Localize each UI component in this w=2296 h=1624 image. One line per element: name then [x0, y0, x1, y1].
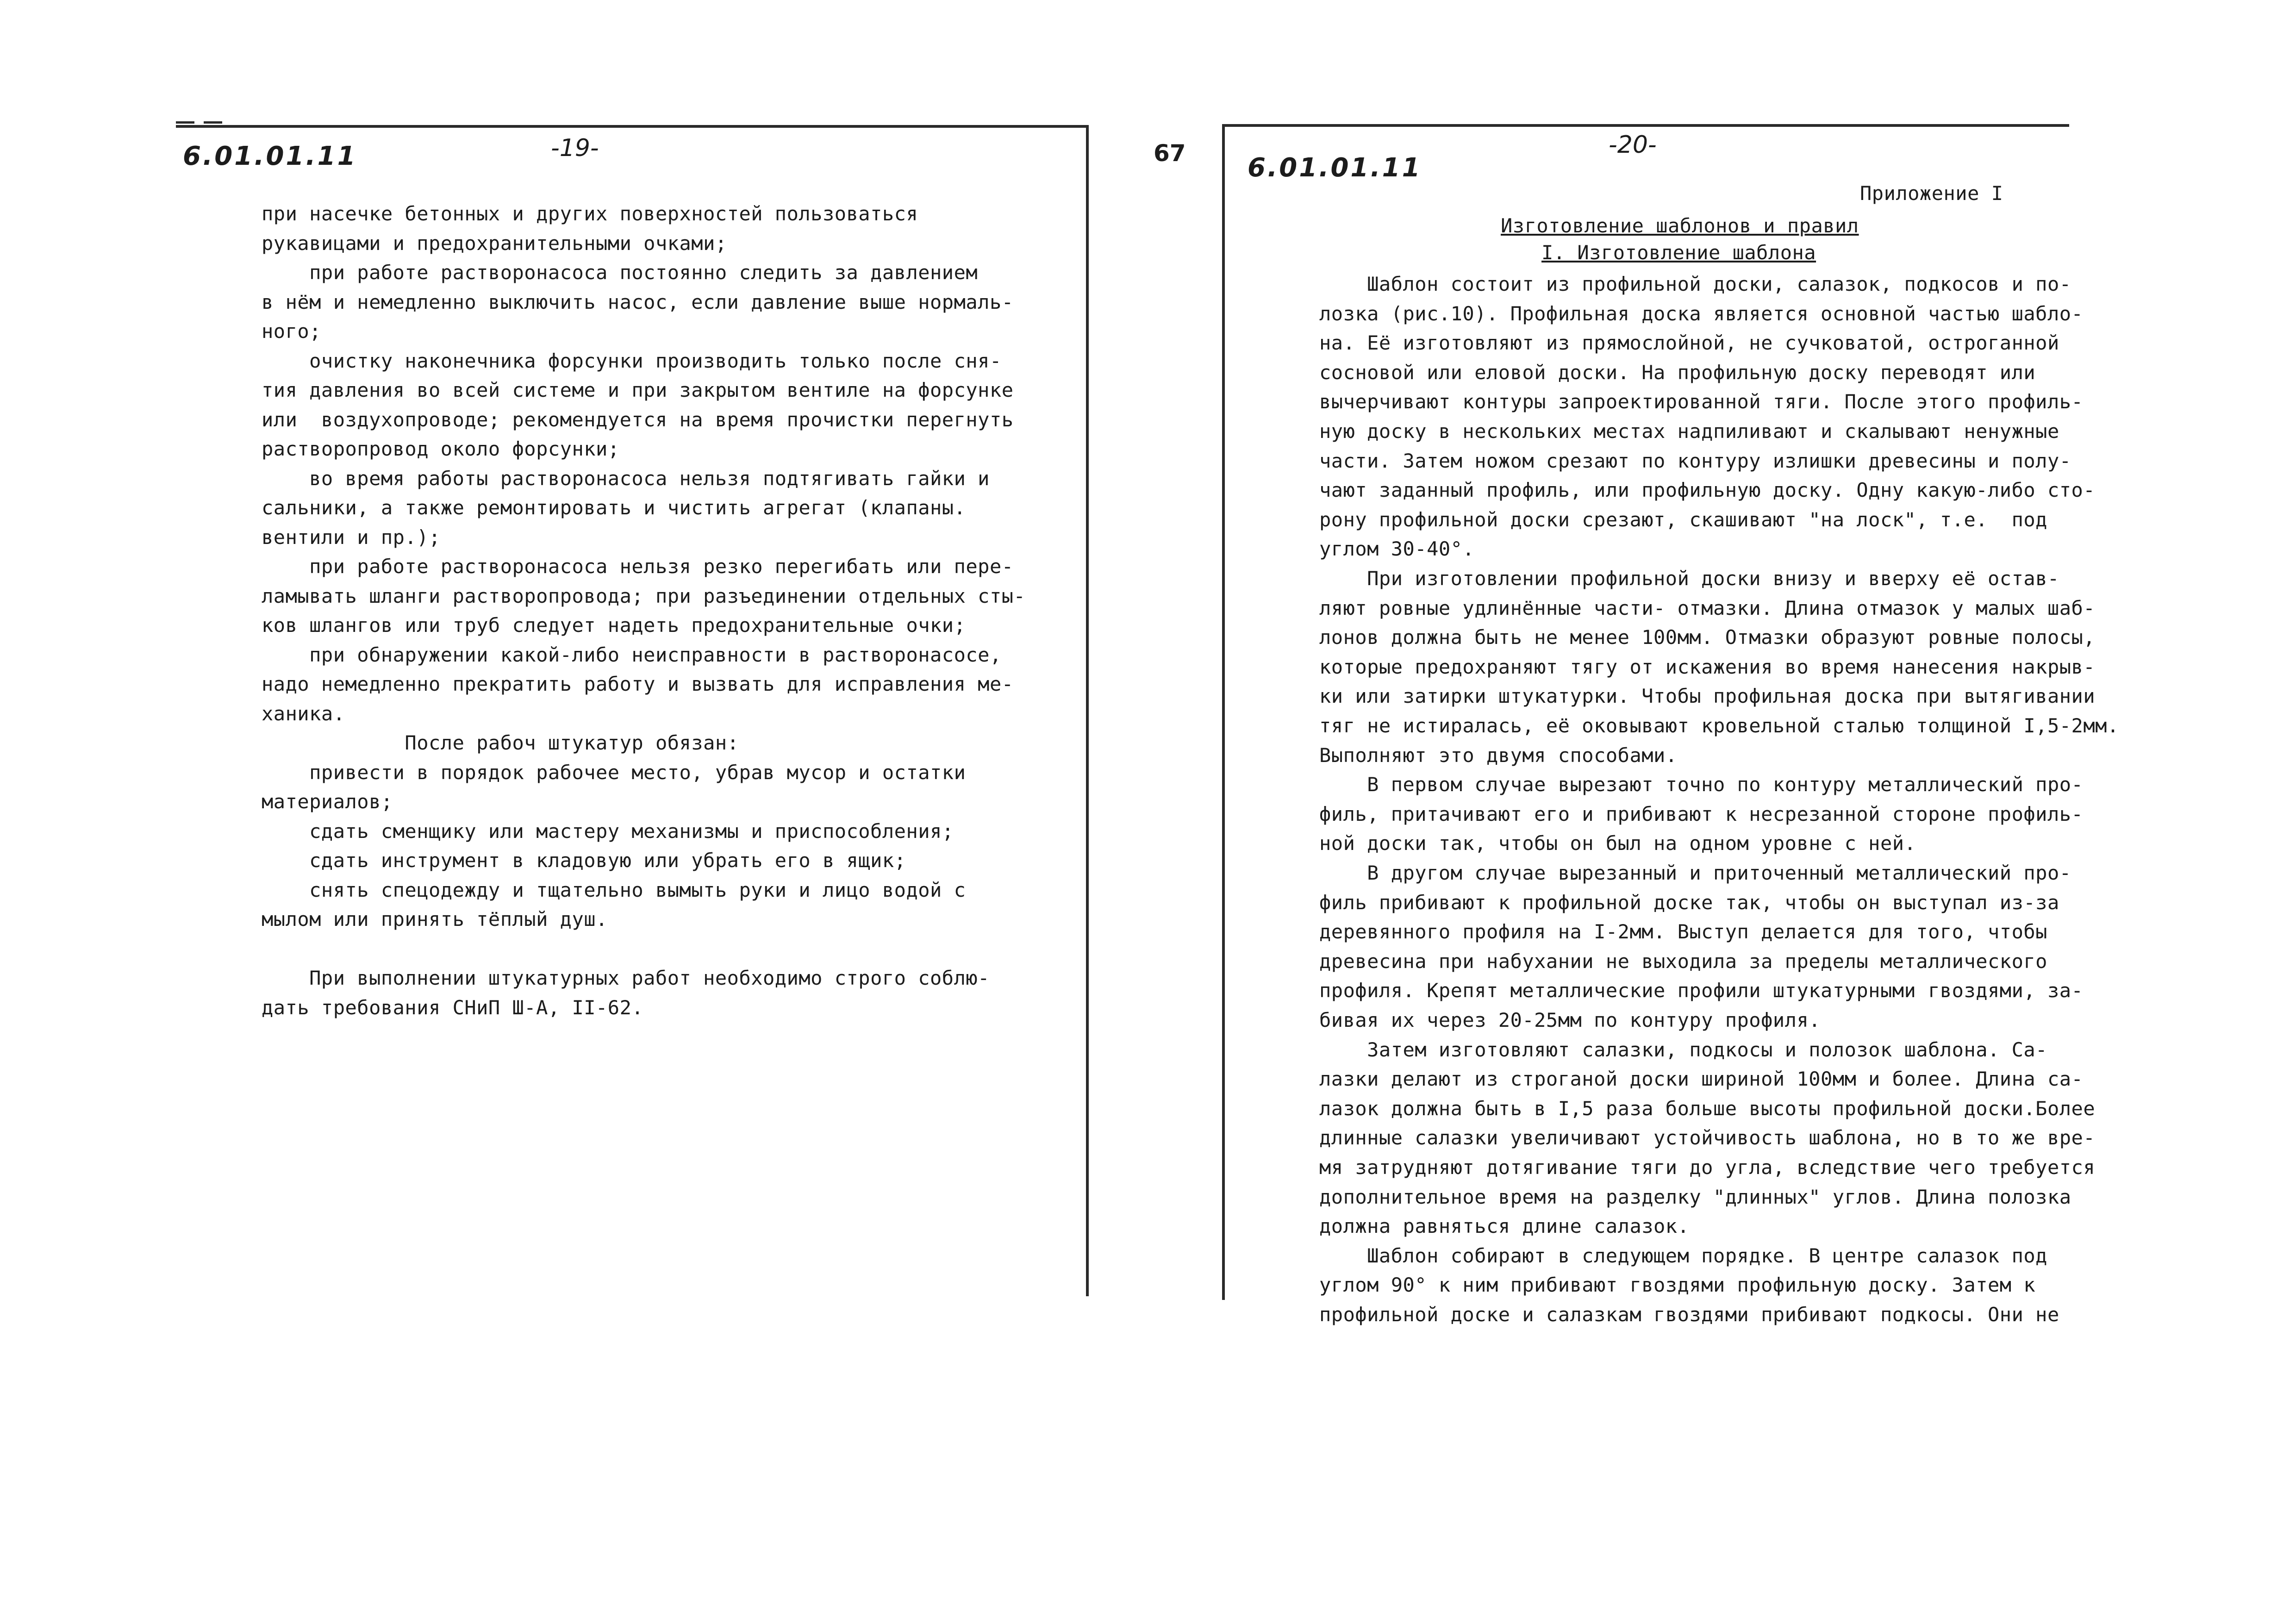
text-line: профиля. Крепят металлические профили штукатурными гвоздями, за- — [1319, 979, 2084, 1002]
text-line: мылом или принять тёплый душ. — [262, 908, 608, 931]
text-line: на. Её изготовляют из прямослойной, не сучковатой, остроганной — [1319, 331, 2059, 355]
text-line: В первом случае вырезают точно по контуру металлический про- — [1319, 773, 2084, 796]
text-line: бивая их через 20-25мм по контуру профиля. — [1319, 1009, 1821, 1031]
text-line: тия давления во всей системе и при закрытом вентиле на форсунке — [262, 379, 1014, 401]
text-line: профильной доске и салазкам гвоздями прибивают подкосы. Они не — [1319, 1303, 2059, 1326]
text-line: ки или затирки штукатурки. Чтобы профильная доска при вытягивании — [1319, 685, 2096, 708]
text-line: лазок должна быть в I,5 раза больше высоты профильной доски.Более — [1319, 1097, 2096, 1120]
left-page-number: -19- — [551, 134, 599, 162]
text-line: материалов; — [262, 790, 393, 813]
left-top-rule-dashes — [176, 121, 194, 124]
text-line: деревянного профиля на I-2мм. Выступ делается для того, чтобы — [1319, 920, 2047, 943]
text-line: чают заданный профиль, или профильную доску. Одну какую-либо сто- — [1319, 479, 2096, 502]
text-line: Выполняют это двумя способами. — [1319, 743, 1678, 767]
left-top-rule-dashes — [204, 121, 222, 124]
text-line: привести в порядок рабочее место, убрав мусор и остатки — [262, 761, 966, 784]
text-line: тяг не истиралась, её оковывают кровельной сталью толщиной I,5-2мм. — [1319, 714, 2119, 737]
text-line: лонов должна быть не менее 100мм. Отмазки образуют ровные полосы, — [1319, 626, 2096, 649]
text-line: сальники, а также ремонтировать и чистить агрегат (клапаны. — [262, 496, 966, 519]
text-line: сосновой или еловой доски. На профильную доску переводят или — [1319, 361, 2036, 384]
text-line: в нём и немедленно выключить насос, если давление выше нормаль- — [262, 290, 1014, 313]
text-line: должна равняться длине салазок. — [1319, 1215, 1690, 1238]
text-line: вентили и пр.); — [262, 525, 441, 549]
right-document-code: 6.01.01.11 — [1248, 153, 1422, 183]
text-line: углом 30-40°. — [1319, 537, 1475, 561]
text-line: или воздухопроводе; рекомендуется на время прочистки перегнуть — [262, 408, 1014, 431]
text-line: ханика. — [262, 702, 345, 725]
text-line: снять спецодежду и тщательно вымыть руки и лицо водой с — [262, 878, 966, 901]
text-line: дополнительное время на разделку "длинных" углов. Длина полозка — [1319, 1185, 2071, 1208]
text-line: лазки делают из строганой доски шириной 100мм и более. Длина са- — [1319, 1068, 2084, 1091]
text-line: филь прибивают к профильной доске так, чтобы он выступал из-за — [1319, 891, 2059, 914]
text-line: мя затрудняют дотягивание тяги до угла, вследствие чего требуется — [1319, 1156, 2096, 1179]
text-line: вычерчивают контуры запроектированной тяги. После этого профиль- — [1319, 390, 2084, 413]
section-subheading: I. Изготовление шаблона — [1541, 241, 1816, 264]
text-line: углом 90° к ним прибивают гвоздями профильную доску. Затем к — [1319, 1274, 2036, 1297]
text-line: сдать сменщику или мастеру механизмы и приспособления; — [262, 819, 954, 843]
text-line: ного; — [262, 320, 321, 343]
text-line: После рабоч штукатур обязан: — [262, 731, 739, 754]
text-line: ную доску в нескольких местах надпиливают и скалывают ненужные — [1319, 420, 2059, 443]
text-line: при насечке бетонных и других поверхностей пользоваться — [262, 202, 918, 225]
right-top-rule — [1222, 124, 2069, 127]
text-line: При выполнении штукатурных работ необходимо строго соблю- — [262, 967, 990, 989]
left-top-rule — [176, 125, 1088, 128]
text-line: Шаблон состоит из профильной доски, салазок, подкосов и по- — [1319, 273, 2071, 295]
text-line: лозка (рис.10). Профильная доска является основной частью шабло- — [1319, 302, 2084, 325]
text-line: при работе растворонасоса нельзя резко перегибать или пере- — [262, 555, 1014, 578]
text-line: рону профильной доски срезают, скашивают "на лоск", т.е. под — [1319, 508, 2047, 531]
left-document-code: 6.01.01.11 — [183, 141, 357, 171]
text-line: которые предохраняют тягу от искажения во время нанесения накрыв- — [1319, 655, 2096, 678]
text-line: при обнаружении какой-либо неисправности в растворонасосе, — [262, 643, 1002, 666]
section-heading: Изготовление шаблонов и правил — [1501, 214, 1859, 237]
text-line: надо немедленно прекратить работу и вызвать для исправления ме- — [262, 673, 1014, 695]
text-line: Шаблон собирают в следующем порядке. В центре салазок под — [1319, 1244, 2047, 1267]
text-line: длинные салазки увеличивают устойчивость шаблона, но в то же вре- — [1319, 1126, 2096, 1149]
text-line: При изготовлении профильной доски внизу и вверху её остав- — [1319, 567, 2059, 590]
text-line: филь, притачивают его и прибивают к несрезанной стороне профиль- — [1319, 802, 2084, 825]
right-page-number: -20- — [1609, 131, 1657, 159]
text-line: В другом случае вырезанный и приточенный металлический про- — [1319, 862, 2071, 884]
text-line: ной доски так, чтобы он был на одном уровне с ней. — [1319, 832, 1916, 855]
text-line: рукавицами и предохранительными очками; — [262, 231, 727, 255]
sheet-number: 67 — [1154, 140, 1186, 167]
text-line: части. Затем ножом срезают по контуру излишки древесины и полу- — [1319, 449, 2071, 472]
text-line: сдать инструмент в кладовую или убрать его в ящик; — [262, 849, 906, 872]
text-line: ляют ровные удлинённые части- отмазки. Длина отмазок у малых шаб- — [1319, 596, 2096, 619]
text-line: очистку наконечника форсунки производить только после сня- — [262, 349, 1002, 372]
appendix-label: Приложение I — [1860, 182, 2003, 205]
text-line: ков шлангов или труб следует надеть предохранительные очки; — [262, 614, 966, 637]
text-line: растворопровод около форсунки; — [262, 437, 620, 460]
text-line: при работе растворонасоса постоянно следить за давлением — [262, 261, 978, 284]
text-line: Затем изготовляют салазки, подкосы и полозок шаблона. Са- — [1319, 1038, 2047, 1061]
text-line: древесина при набухании не выходила за пределы металлического — [1319, 949, 2047, 973]
text-line: дать требования СНиП Ш-А, II-62. — [262, 996, 644, 1019]
text-line: во время работы растворонасоса нельзя подтягивать гайки и — [262, 467, 990, 490]
text-line: ламывать шланги растворопровода; при разъединении отдельных сты- — [262, 584, 1026, 607]
right-page-border — [1222, 124, 1225, 1300]
left-page-border — [1086, 125, 1089, 1296]
